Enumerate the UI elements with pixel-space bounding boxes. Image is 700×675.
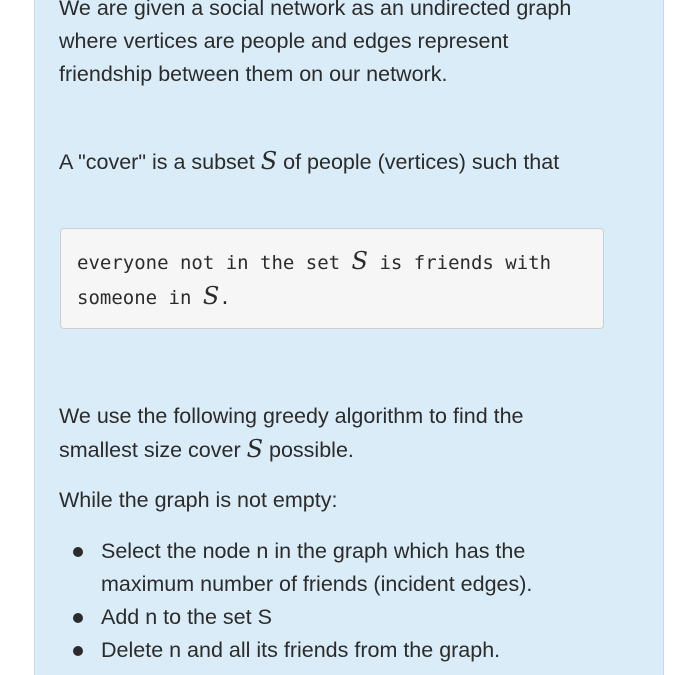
math-symbol-s: S	[260, 147, 278, 175]
step-text: Delete n and all its friends from the graph.	[101, 638, 501, 662]
math-symbol-s: S	[202, 282, 220, 310]
code-part-3: .	[219, 287, 231, 309]
intro-paragraph: We are given a social network as an undirected graph where vertices are people and edges represent friendship between them on our network.	[59, 0, 572, 86]
list-item	[59, 634, 619, 667]
bullet-icon	[73, 547, 83, 557]
algorithm-steps-list	[59, 535, 619, 667]
loop-paragraph: While the graph is not empty:	[59, 488, 338, 512]
cover-definition-paragraph	[59, 145, 599, 179]
step-text: Add n to the set S	[101, 605, 272, 629]
code-part-2: is friends with someone in	[77, 252, 552, 309]
algorithm-intro-before: We use the following greedy algorithm to find the smallest size cover	[59, 404, 524, 462]
bullet-icon	[73, 613, 83, 623]
cover-definition-before: A "cover" is a subset	[59, 150, 261, 174]
algorithm-intro-paragraph	[59, 400, 599, 467]
list-item	[59, 535, 619, 601]
code-block	[60, 228, 604, 329]
math-symbol-s: S	[351, 247, 368, 275]
bullet-icon	[73, 646, 83, 656]
math-symbol-s: S	[246, 435, 264, 463]
list-item	[59, 601, 619, 634]
step-text: Select the node n in the graph which has the maximum number of friends (incident edges).	[101, 539, 533, 596]
cover-definition-after: of people (vertices) such that	[277, 150, 560, 174]
algorithm-intro-after: possible.	[263, 438, 354, 462]
code-part-1: everyone not in the set	[77, 252, 352, 274]
